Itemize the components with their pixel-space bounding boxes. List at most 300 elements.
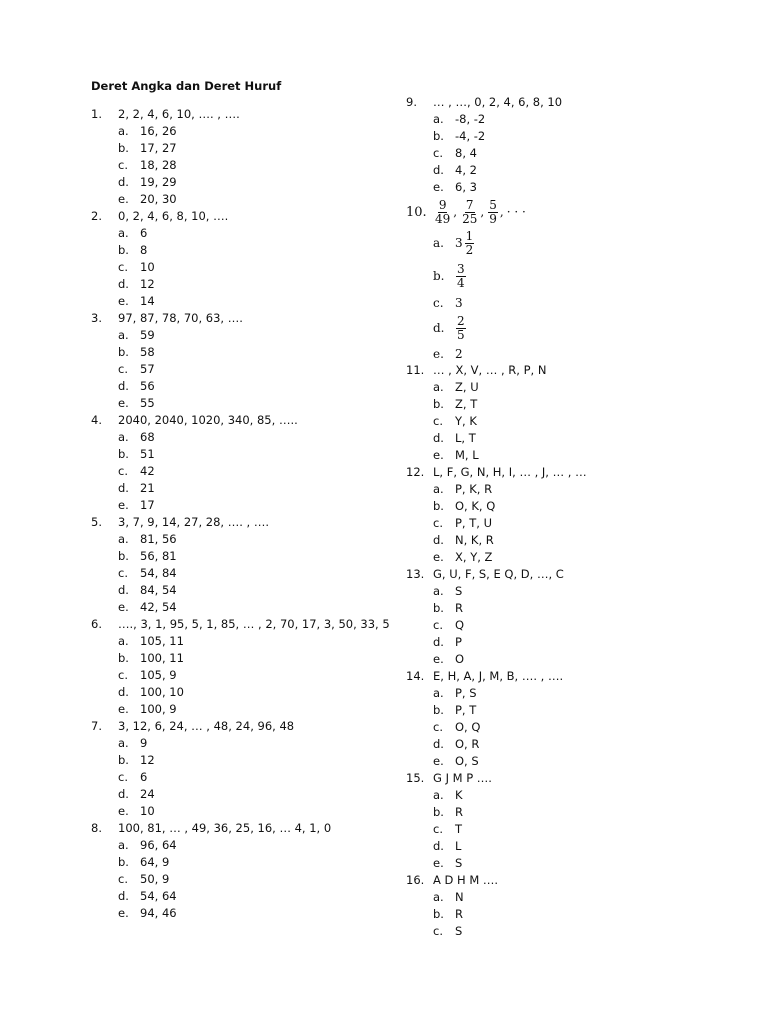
question-number: 1. bbox=[91, 107, 102, 121]
option-letter: d. bbox=[118, 583, 129, 597]
numerator: 9 bbox=[438, 197, 447, 212]
option-value: 6 bbox=[140, 226, 148, 240]
question-item bbox=[91, 820, 391, 922]
option-letter: e. bbox=[433, 550, 444, 564]
option-letter: a. bbox=[433, 236, 444, 250]
option-value: 42, 54 bbox=[140, 600, 177, 614]
fraction bbox=[456, 315, 466, 342]
question-item bbox=[406, 770, 726, 872]
answer-option bbox=[406, 906, 726, 923]
answer-option bbox=[406, 583, 726, 600]
option-value: O bbox=[455, 652, 465, 666]
numerator: 3 bbox=[457, 261, 465, 276]
option-letter: e. bbox=[433, 754, 444, 768]
option-letter: c. bbox=[433, 295, 444, 310]
option-value: P, S bbox=[455, 686, 477, 700]
question-text: L, F, G, N, H, I, … , J, … , … bbox=[433, 465, 587, 479]
answer-option bbox=[406, 685, 726, 702]
answer-option bbox=[91, 242, 391, 259]
answer-option bbox=[91, 174, 391, 191]
denominator: 4 bbox=[457, 275, 465, 290]
answer-option bbox=[91, 701, 391, 718]
question-item bbox=[91, 616, 391, 718]
answer-option bbox=[91, 735, 391, 752]
option-value: 54, 64 bbox=[140, 889, 177, 903]
option-letter: c. bbox=[118, 158, 128, 172]
option-value: 16, 26 bbox=[140, 124, 177, 138]
right-column bbox=[406, 94, 726, 940]
option-letter: c. bbox=[118, 770, 128, 784]
numerator: 5 bbox=[489, 197, 497, 212]
option-letter: a. bbox=[433, 584, 444, 598]
fraction bbox=[488, 199, 498, 226]
question-text: 97, 87, 78, 70, 63, …. bbox=[118, 311, 243, 325]
option-letter: d. bbox=[118, 889, 129, 903]
option-letter: d. bbox=[118, 379, 129, 393]
question-number: 14. bbox=[406, 669, 425, 683]
option-a bbox=[406, 111, 726, 128]
option-letter: a. bbox=[118, 634, 129, 648]
option-value: 100, 9 bbox=[140, 702, 177, 716]
option-letter: b. bbox=[433, 269, 445, 283]
answer-option bbox=[91, 276, 391, 293]
option-letter: c. bbox=[118, 362, 128, 376]
option-letter: a. bbox=[433, 112, 444, 126]
option-value: 56 bbox=[140, 379, 155, 393]
answer-option bbox=[91, 786, 391, 803]
option-letter: d. bbox=[433, 163, 444, 177]
option-letter: c. bbox=[433, 822, 443, 836]
option-value: 9 bbox=[140, 736, 148, 750]
option-d bbox=[406, 311, 726, 345]
option-value: 4, 2 bbox=[455, 163, 477, 177]
option-letter: b. bbox=[118, 447, 129, 461]
answer-option bbox=[91, 650, 391, 667]
option-value: L, T bbox=[455, 431, 476, 445]
fraction bbox=[465, 230, 475, 257]
option-value: Q bbox=[455, 618, 465, 632]
option-value: 100, 11 bbox=[140, 651, 184, 665]
option-value: P bbox=[455, 635, 462, 649]
question-number: 4. bbox=[91, 413, 102, 427]
answer-option bbox=[91, 123, 391, 140]
option-value: L bbox=[455, 839, 462, 853]
right-question-list bbox=[406, 362, 726, 940]
option-letter: b. bbox=[118, 651, 129, 665]
option-letter: d. bbox=[118, 481, 129, 495]
answer-option bbox=[406, 413, 726, 430]
option-letter: c. bbox=[433, 618, 443, 632]
answer-option bbox=[91, 361, 391, 378]
question-number: 2. bbox=[91, 209, 102, 223]
separator: , bbox=[453, 205, 458, 219]
option-value: -4, -2 bbox=[455, 129, 486, 143]
mixed-whole: 3 bbox=[455, 236, 463, 250]
option-value: M, L bbox=[455, 448, 479, 462]
denominator: 2 bbox=[465, 242, 474, 257]
option-letter: a. bbox=[433, 890, 444, 904]
option-letter: c. bbox=[433, 146, 443, 160]
option-letter: b. bbox=[433, 805, 444, 819]
answer-option bbox=[91, 191, 391, 208]
option-value: 6 bbox=[140, 770, 148, 784]
option-letter: e. bbox=[433, 346, 444, 361]
question-text: … , X, V, … , R, P, N bbox=[433, 363, 547, 377]
answer-option bbox=[406, 787, 726, 804]
option-value: 19, 29 bbox=[140, 175, 177, 189]
option-letter: b. bbox=[118, 753, 129, 767]
answer-option bbox=[91, 888, 391, 905]
option-value: O, S bbox=[455, 754, 479, 768]
option-value: 68 bbox=[140, 430, 155, 444]
option-value: P, T bbox=[455, 703, 477, 717]
option-letter: e. bbox=[118, 192, 129, 206]
answer-option bbox=[91, 259, 391, 276]
option-letter: e. bbox=[118, 600, 129, 614]
option-letter: d. bbox=[433, 533, 444, 547]
option-letter: c. bbox=[433, 924, 443, 938]
option-value: 10 bbox=[140, 260, 155, 274]
option-letter: d. bbox=[433, 839, 444, 853]
answer-option bbox=[91, 667, 391, 684]
answer-option bbox=[91, 599, 391, 616]
option-value: N bbox=[455, 890, 464, 904]
answer-option bbox=[406, 719, 726, 736]
question-number: 11. bbox=[406, 363, 425, 377]
answer-option bbox=[406, 498, 726, 515]
option-letter: c. bbox=[433, 516, 443, 530]
option-value: 8 bbox=[140, 243, 148, 257]
numerator: 1 bbox=[465, 228, 474, 243]
option-letter: d. bbox=[118, 175, 129, 189]
answer-option bbox=[91, 140, 391, 157]
answer-option bbox=[91, 225, 391, 242]
answer-option bbox=[406, 430, 726, 447]
answer-option bbox=[406, 634, 726, 651]
answer-option bbox=[91, 752, 391, 769]
question-item bbox=[406, 668, 726, 770]
option-letter: e. bbox=[118, 396, 129, 410]
option-letter: e. bbox=[433, 856, 444, 870]
question-number: 15. bbox=[406, 771, 425, 785]
answer-option bbox=[91, 395, 391, 412]
option-letter: e. bbox=[433, 448, 444, 462]
option-value: 57 bbox=[140, 362, 155, 376]
option-letter: b. bbox=[433, 703, 444, 717]
page-title: Deret Angka dan Deret Huruf bbox=[91, 79, 282, 93]
option-value: 21 bbox=[140, 481, 155, 495]
question-number: 5. bbox=[91, 515, 102, 529]
option-value: 42 bbox=[140, 464, 155, 478]
answer-option bbox=[406, 651, 726, 668]
question-text: 0, 2, 4, 6, 8, 10, …. bbox=[118, 209, 229, 223]
option-b bbox=[406, 258, 726, 294]
answer-option bbox=[91, 378, 391, 395]
answer-option bbox=[406, 600, 726, 617]
option-letter: a. bbox=[433, 482, 444, 496]
denominator: 25 bbox=[462, 211, 478, 226]
option-value: Y, K bbox=[455, 414, 477, 428]
option-value: 12 bbox=[140, 277, 155, 291]
option-letter: d. bbox=[433, 431, 444, 445]
option-b bbox=[406, 128, 726, 145]
option-a bbox=[406, 228, 726, 258]
separator: , bbox=[499, 205, 504, 219]
option-letter: b. bbox=[118, 141, 129, 155]
option-e bbox=[406, 345, 726, 362]
option-value: 12 bbox=[140, 753, 155, 767]
option-e bbox=[406, 179, 726, 196]
option-letter: c. bbox=[118, 872, 128, 886]
answer-option bbox=[406, 804, 726, 821]
question-number: 3. bbox=[91, 311, 102, 325]
option-letter: c. bbox=[118, 566, 128, 580]
answer-option bbox=[406, 838, 726, 855]
answer-option bbox=[91, 293, 391, 310]
option-value: O, K, Q bbox=[455, 499, 496, 513]
answer-option bbox=[91, 463, 391, 480]
question-number: 8. bbox=[91, 821, 102, 835]
option-value: P, T, U bbox=[455, 516, 492, 530]
answer-option bbox=[91, 633, 391, 650]
question-item bbox=[406, 464, 726, 566]
question-item bbox=[91, 718, 391, 820]
option-letter: b. bbox=[433, 129, 444, 143]
option-letter: e. bbox=[118, 294, 129, 308]
question-number: 13. bbox=[406, 567, 425, 581]
question-text: 3, 12, 6, 24, … , 48, 24, 96, 48 bbox=[118, 719, 295, 733]
answer-option bbox=[91, 344, 391, 361]
option-value: O, R bbox=[455, 737, 480, 751]
option-letter: c. bbox=[433, 414, 443, 428]
option-c bbox=[406, 145, 726, 162]
option-letter: a. bbox=[118, 838, 129, 852]
option-value: 54, 84 bbox=[140, 566, 177, 580]
answer-option bbox=[406, 379, 726, 396]
numerator: 2 bbox=[457, 313, 465, 328]
answer-option bbox=[406, 515, 726, 532]
answer-option bbox=[406, 549, 726, 566]
answer-option bbox=[91, 803, 391, 820]
question-text: 3, 7, 9, 14, 27, 28, …. , …. bbox=[118, 515, 269, 529]
question-text: 2040, 2040, 1020, 340, 85, ….. bbox=[118, 413, 298, 427]
option-value: T bbox=[455, 822, 463, 836]
question-text: … , …, 0, 2, 4, 6, 8, 10 bbox=[433, 95, 563, 109]
option-value: 64, 9 bbox=[140, 855, 170, 869]
option-c bbox=[406, 294, 726, 311]
option-value: N, K, R bbox=[455, 533, 494, 547]
separator: , bbox=[480, 205, 485, 219]
answer-option bbox=[406, 821, 726, 838]
question-number: 9. bbox=[406, 95, 417, 109]
question-item bbox=[406, 362, 726, 464]
option-value: 14 bbox=[140, 294, 155, 308]
question-text: 2, 2, 4, 6, 10, …. , …. bbox=[118, 107, 240, 121]
option-value: 20, 30 bbox=[140, 192, 177, 206]
option-letter: b. bbox=[433, 499, 444, 513]
option-value: R bbox=[455, 601, 463, 615]
option-letter: b. bbox=[118, 243, 129, 257]
denominator: 49 bbox=[435, 211, 451, 226]
option-letter: e. bbox=[118, 804, 129, 818]
question-10 bbox=[406, 196, 726, 362]
option-letter: a. bbox=[118, 226, 129, 240]
option-letter: d. bbox=[433, 321, 445, 335]
option-value: R bbox=[455, 907, 463, 921]
answer-option bbox=[406, 736, 726, 753]
option-value: 18, 28 bbox=[140, 158, 177, 172]
option-value: S bbox=[455, 924, 463, 938]
option-value: 6, 3 bbox=[455, 180, 477, 194]
answer-option bbox=[91, 531, 391, 548]
answer-option bbox=[91, 429, 391, 446]
question-item bbox=[406, 872, 726, 940]
option-letter: e. bbox=[118, 498, 129, 512]
denominator: 5 bbox=[457, 327, 465, 342]
option-value: O, Q bbox=[455, 720, 481, 734]
question-text: 100, 81, … , 49, 36, 25, 16, … 4, 1, 0 bbox=[118, 821, 332, 835]
option-value: 51 bbox=[140, 447, 155, 461]
option-letter: e. bbox=[433, 180, 444, 194]
option-value: -8, -2 bbox=[455, 112, 486, 126]
question-item bbox=[91, 208, 391, 310]
numerator: 7 bbox=[465, 197, 474, 212]
option-value: 56, 81 bbox=[140, 549, 177, 563]
answer-option bbox=[91, 497, 391, 514]
question-item bbox=[91, 514, 391, 616]
option-value: S bbox=[455, 856, 463, 870]
option-letter: c. bbox=[118, 464, 128, 478]
option-letter: d. bbox=[118, 685, 129, 699]
option-value: K bbox=[455, 788, 463, 802]
answer-option bbox=[91, 582, 391, 599]
option-letter: e. bbox=[118, 702, 129, 716]
question-item bbox=[406, 566, 726, 668]
question-item bbox=[91, 310, 391, 412]
fraction bbox=[434, 199, 451, 226]
option-letter: b. bbox=[118, 345, 129, 359]
question-text: G J M P …. bbox=[433, 771, 492, 785]
answer-option bbox=[406, 889, 726, 906]
question-text: …., 3, 1, 95, 5, 1, 85, … , 2, 70, 17, 3, 50, 33, 5 bbox=[118, 617, 390, 631]
option-d bbox=[406, 162, 726, 179]
option-value: Z, T bbox=[455, 397, 478, 411]
question-item bbox=[91, 106, 391, 208]
option-letter: a. bbox=[118, 736, 129, 750]
question-number: 16. bbox=[406, 873, 425, 887]
option-value: 59 bbox=[140, 328, 155, 342]
option-value: 2 bbox=[455, 346, 463, 361]
answer-option bbox=[91, 327, 391, 344]
option-value: 17 bbox=[140, 498, 155, 512]
option-letter: d. bbox=[433, 635, 444, 649]
option-value: R bbox=[455, 805, 463, 819]
option-letter: a. bbox=[433, 686, 444, 700]
option-value: S bbox=[455, 584, 463, 598]
answer-option bbox=[406, 702, 726, 719]
answer-option bbox=[91, 769, 391, 786]
answer-option bbox=[406, 447, 726, 464]
option-letter: a. bbox=[433, 788, 444, 802]
answer-option bbox=[91, 548, 391, 565]
denominator: 9 bbox=[489, 211, 497, 226]
question-number: 6. bbox=[91, 617, 102, 631]
option-letter: a. bbox=[118, 532, 129, 546]
option-value: P, K, R bbox=[455, 482, 493, 496]
answer-option bbox=[91, 905, 391, 922]
option-letter: c. bbox=[118, 260, 128, 274]
option-letter: d. bbox=[118, 277, 129, 291]
option-letter: a. bbox=[118, 328, 129, 342]
option-letter: e. bbox=[118, 906, 129, 920]
answer-option bbox=[91, 565, 391, 582]
question-number: 7. bbox=[91, 719, 102, 733]
question-9 bbox=[406, 94, 726, 196]
option-value: 105, 11 bbox=[140, 634, 184, 648]
option-value: 58 bbox=[140, 345, 155, 359]
answer-option bbox=[91, 446, 391, 463]
option-value: 84, 54 bbox=[140, 583, 177, 597]
question-text: E, H, A, J, M, B, …. , …. bbox=[433, 669, 564, 683]
question-number: 12. bbox=[406, 465, 425, 479]
option-value: 96, 64 bbox=[140, 838, 177, 852]
answer-option bbox=[406, 532, 726, 549]
answer-option bbox=[406, 855, 726, 872]
answer-option bbox=[406, 396, 726, 413]
left-column bbox=[91, 106, 391, 922]
option-letter: d. bbox=[118, 787, 129, 801]
option-letter: d. bbox=[433, 737, 444, 751]
answer-option bbox=[91, 854, 391, 871]
option-letter: b. bbox=[118, 855, 129, 869]
option-value: 81, 56 bbox=[140, 532, 177, 546]
option-value: 24 bbox=[140, 787, 155, 801]
option-letter: b. bbox=[433, 907, 444, 921]
option-letter: a. bbox=[118, 430, 129, 444]
option-letter: c. bbox=[433, 720, 443, 734]
answer-option bbox=[91, 871, 391, 888]
option-value: 3 bbox=[455, 295, 463, 310]
ellipsis: · · · bbox=[506, 205, 526, 219]
option-letter: a. bbox=[118, 124, 129, 138]
fraction bbox=[456, 263, 466, 290]
option-value: Z, U bbox=[455, 380, 479, 394]
question-text: G, U, F, S, E Q, D, …, C bbox=[433, 567, 564, 581]
option-letter: b. bbox=[433, 601, 444, 615]
option-letter: b. bbox=[433, 397, 444, 411]
option-value: 10 bbox=[140, 804, 155, 818]
option-value: 55 bbox=[140, 396, 155, 410]
answer-option bbox=[91, 480, 391, 497]
option-letter: b. bbox=[118, 549, 129, 563]
option-letter: c. bbox=[118, 668, 128, 682]
answer-option bbox=[406, 481, 726, 498]
option-value: 8, 4 bbox=[455, 146, 477, 160]
question-item bbox=[91, 412, 391, 514]
answer-option bbox=[91, 157, 391, 174]
option-letter: a. bbox=[433, 380, 444, 394]
answer-option bbox=[91, 684, 391, 701]
option-value: 50, 9 bbox=[140, 872, 170, 886]
answer-option bbox=[91, 837, 391, 854]
answer-option bbox=[406, 753, 726, 770]
answer-option bbox=[406, 923, 726, 940]
option-letter: e. bbox=[433, 652, 444, 666]
answer-option bbox=[406, 617, 726, 634]
option-value: 105, 9 bbox=[140, 668, 177, 682]
question-number: 10. bbox=[406, 204, 427, 220]
option-value: 100, 10 bbox=[140, 685, 184, 699]
